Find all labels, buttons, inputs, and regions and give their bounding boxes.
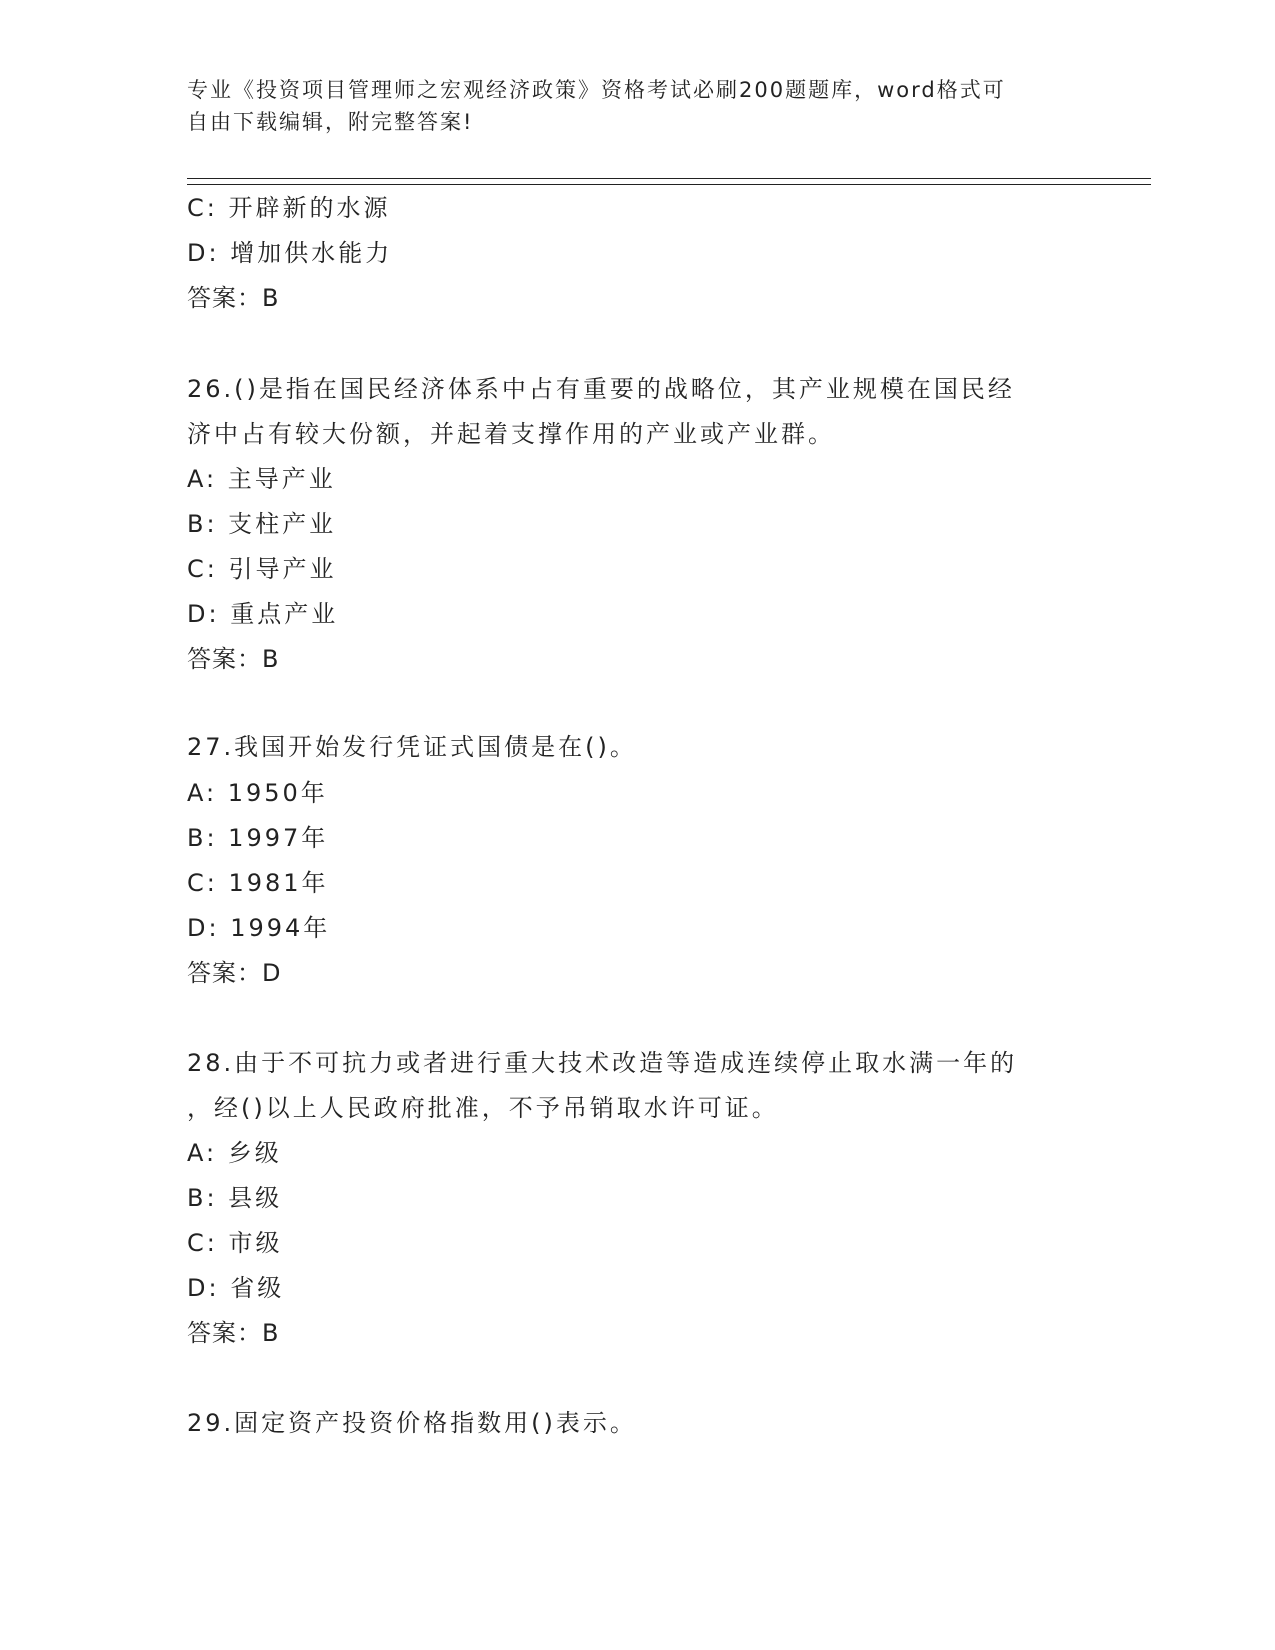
q26-answer: 答案：B (187, 645, 280, 673)
q25-option-c: C: 开辟新的水源 (187, 194, 391, 222)
q26-option-a: A: 主导产业 (187, 465, 336, 493)
q29-stem-line-1: 29.固定资产投资价格指数用()表示。 (187, 1409, 637, 1437)
header-rule-top (187, 178, 1151, 179)
q27-option-b: B: 1997年 (187, 824, 329, 852)
q27-option-c: C: 1981年 (187, 869, 329, 897)
q28-answer: 答案：B (187, 1319, 280, 1347)
q26-option-b: B: 支柱产业 (187, 510, 337, 538)
q27-answer: 答案：D (187, 959, 282, 987)
q27-option-a: A: 1950年 (187, 779, 328, 807)
q28-stem-line-2: ，经()以上人民政府批准，不予吊销取水许可证。 (187, 1094, 779, 1122)
q26-option-d: D: 重点产业 (187, 600, 339, 628)
q28-stem-line-1: 28.由于不可抗力或者进行重大技术改造等造成连续停止取水满一年的 (187, 1049, 1018, 1077)
q27-option-d: D: 1994年 (187, 914, 331, 942)
q26-option-c: C: 引导产业 (187, 555, 337, 583)
q28-option-a: A: 乡级 (187, 1139, 282, 1167)
header-rule-bottom (187, 184, 1151, 185)
q27-stem-line-1: 27.我国开始发行凭证式国债是在()。 (187, 733, 637, 761)
header-line-1: 专业《投资项目管理师之宏观经济政策》资格考试必刷200题题库，word格式可 (187, 78, 1006, 102)
header-line-2: 自由下载编辑，附完整答案! (187, 110, 474, 134)
q28-option-d: D: 省级 (187, 1274, 285, 1302)
q26-stem-line-2: 济中占有较大份额，并起着支撑作用的产业或产业群。 (187, 420, 835, 448)
document-header (187, 74, 1067, 138)
q28-option-b: B: 县级 (187, 1184, 283, 1212)
q26-stem-line-1: 26.()是指在国民经济体系中占有重要的战略位，其产业规模在国民经 (187, 375, 1015, 403)
q25-answer: 答案：B (187, 284, 280, 312)
q25-option-d: D: 增加供水能力 (187, 239, 393, 267)
q28-option-c: C: 市级 (187, 1229, 283, 1257)
